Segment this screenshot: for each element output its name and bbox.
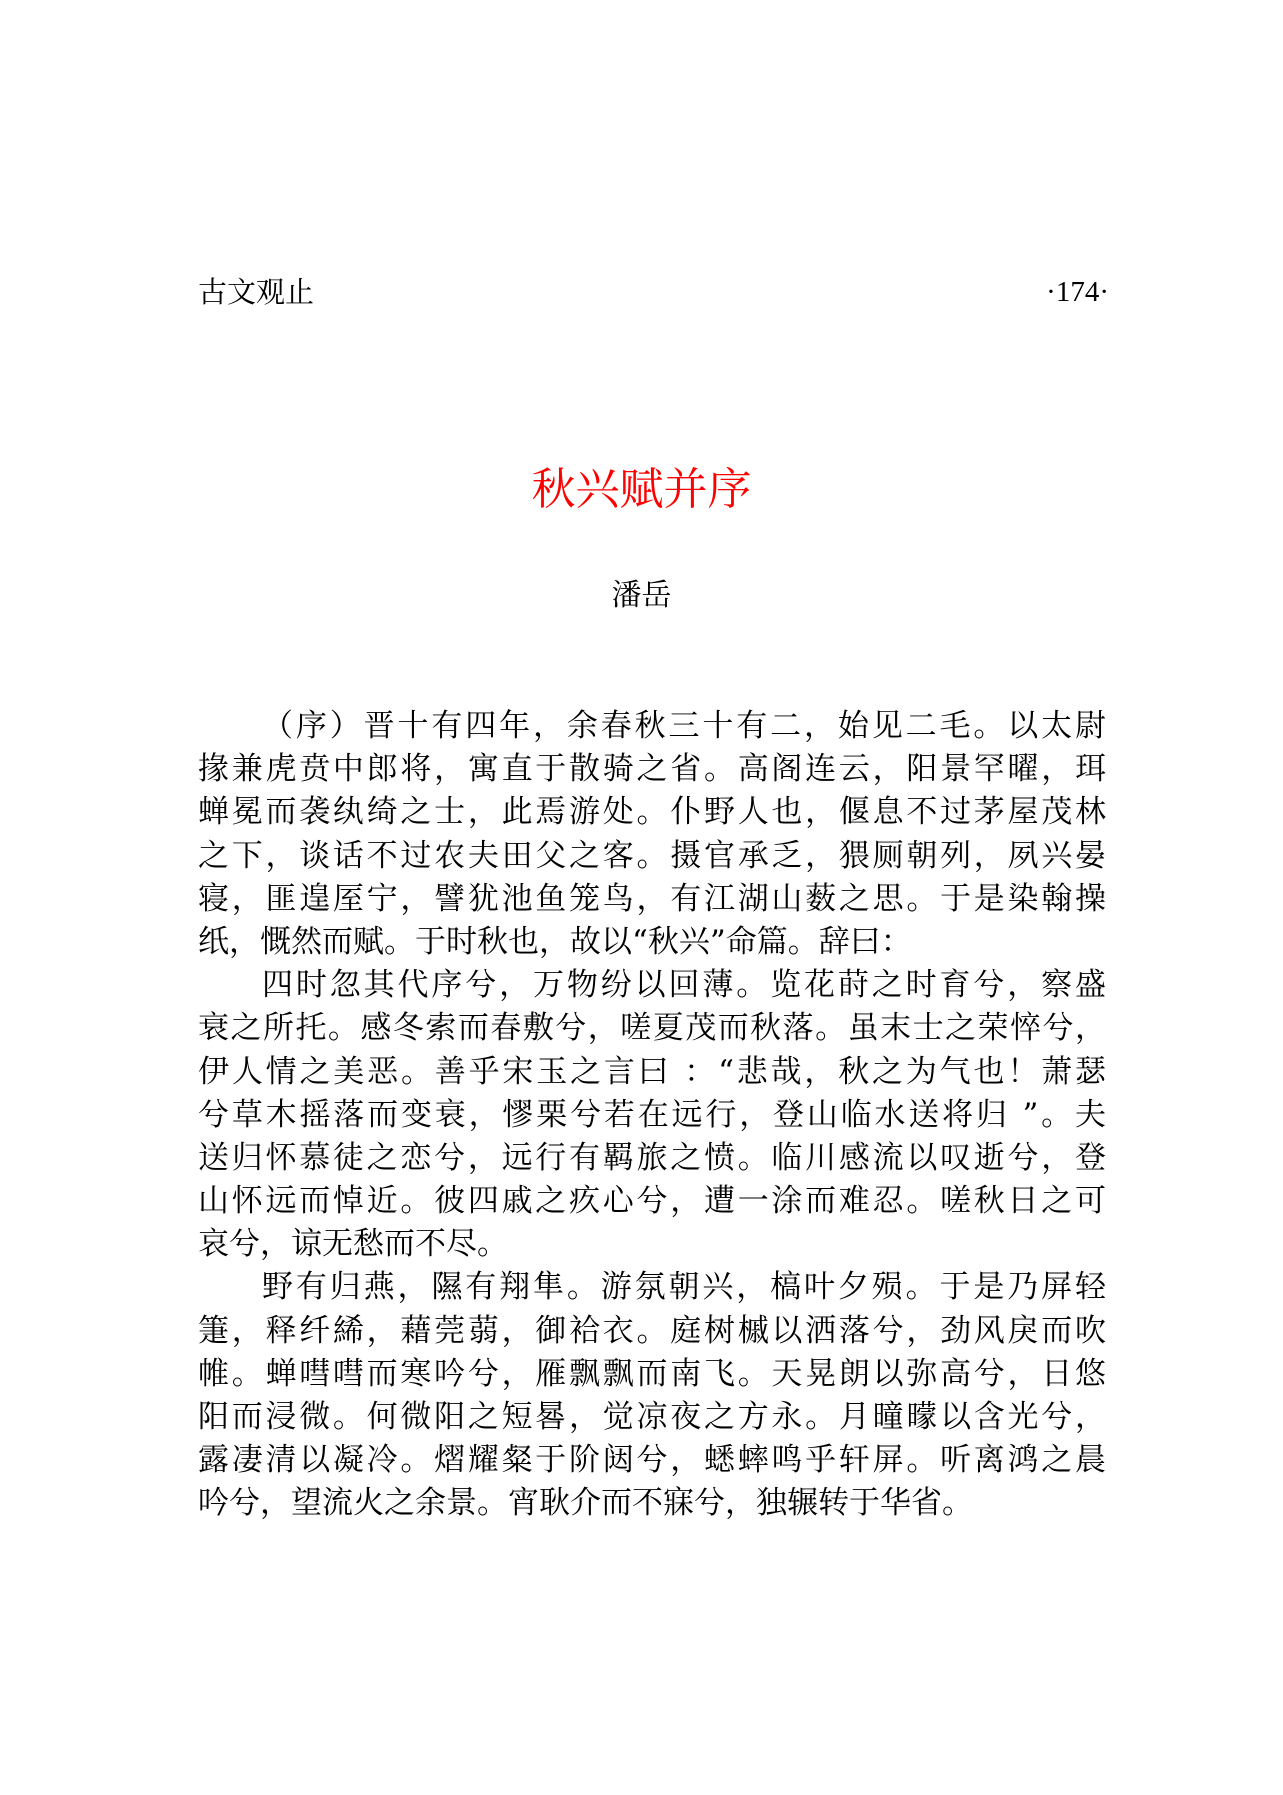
text-line: 掾兼虎贲中郎将，寓直于散骑之省。高阁连云，阳景罕曜，珥 [198,751,1106,788]
text-line: （序）晋十有四年，余春秋三十有二，始见二毛。以太尉 [262,708,1106,744]
text-line: 寝，匪遑厔宁，譬犹池鱼笼鸟，有江湖山薮之思。于是染翰操 [198,880,1106,917]
text-line: 箑，释纤絺，藉莞蒻，御袷衣。庭树槭以洒落兮，劲风戾而吹 [198,1312,1106,1349]
text-line: 纸，慨然而赋。于时秋也，故以“秋兴”命篇。辞曰： [198,923,912,960]
paragraph [198,964,1106,1266]
text-line: 阳而浸微。何微阳之短晷，觉凉夜之方永。月曈曚以含光兮， [198,1399,1106,1435]
paragraph [198,1266,1106,1525]
text-line: 伊人情之美恶。善乎宋玉之言曰 ：“悲哉，秋之为气也！萧瑟 [198,1053,1106,1090]
text-line: 帷。蝉嘒嘒而寒吟兮，雁飘飘而南飞。天晃朗以弥高兮，日悠 [198,1355,1106,1392]
text-line: 哀兮，谅无愁而不尽。 [198,1226,508,1263]
text-line: 蝉冕而袭纨绮之士，此焉游处。仆野人也，偃息不过茅屋茂林 [198,794,1106,831]
text-line: 吟兮，望流火之余景。宵耿介而不寐兮，独辗转于华省。 [198,1485,973,1522]
running-head-book-title: 古文观止 [198,275,315,309]
text-line: 露凄清以凝冷。熠耀粲于阶闼兮，蟋蟀鸣乎轩屏。听离鸿之晨 [198,1442,1106,1479]
text-line: 四时忽其代序兮，万物纷以回薄。览花莳之时育兮，察盛 [262,967,1106,1004]
text-line: 兮草木摇落而变衰，憀栗兮若在远行，登山临水送将归 ”。夫 [198,1096,1106,1133]
text-line: 野有归燕，隰有翔隼。游氛朝兴，槁叶夕殒。于是乃屏轻 [262,1269,1106,1306]
text-line: 之下，谈话不过农夫田父之客。摄官承乏，猥厕朝列，夙兴晏 [198,837,1106,874]
essay-body [198,705,1106,1526]
text-line: 送归怀慕徒之恋兮，远行有羁旅之愤。临川感流以叹逝兮，登 [198,1139,1106,1176]
page-number: ·174· [1046,276,1109,308]
paragraph [198,705,1106,964]
essay-author: 潘岳 [611,578,672,613]
essay-title: 秋兴赋并序 [531,464,752,515]
text-line: 衰之所托。感冬索而春敷兮，嗟夏茂而秋落。虽末士之荣悴兮， [198,1010,1106,1047]
text-line: 山怀远而悼近。彼四戚之疚心兮，遭一涂而难忍。嗟秋日之可 [198,1183,1106,1220]
